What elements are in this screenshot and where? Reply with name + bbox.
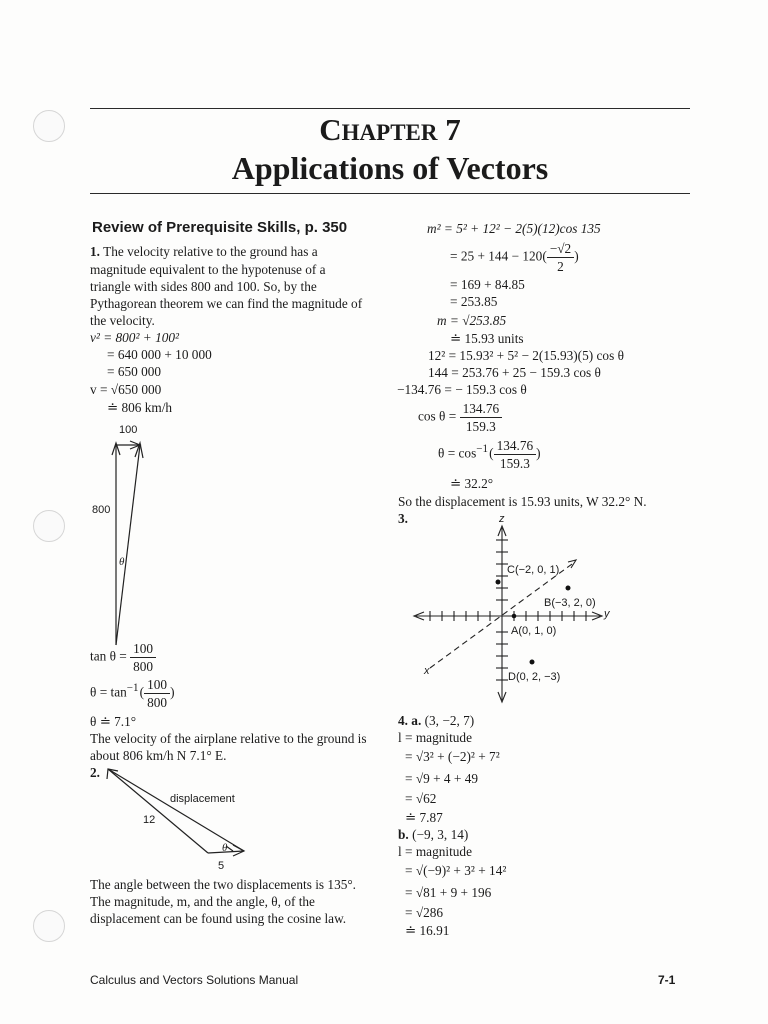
q3-point-D: D(0, 2, −3) (508, 671, 561, 683)
q3-axis-y: y (604, 608, 610, 620)
q2-text-3: displacement can be found using the cosine law. (90, 911, 347, 926)
q1-tan-eq: tan θ = $\frac{100}{800}$ (90, 640, 156, 675)
q4b-line-2: = √(−9)² + 3² + 14² (405, 863, 507, 878)
q2-fig-theta: θ (222, 842, 228, 854)
q3-axis-z: z (499, 513, 505, 525)
q2-fig-displacement: displacement (170, 793, 235, 805)
q1-eq-4: v = √650 000 (90, 382, 162, 397)
q2-m-fraction: $\frac{-√2}{2}$ (547, 240, 574, 275)
q1-fig-label-800: 800 (92, 504, 111, 516)
q2-conclusion: So the displacement is 15.93 units, W 32.2° N. (398, 494, 647, 509)
header-rule-bottom (90, 193, 690, 194)
q4a-header: 4. a. (3, −2, 7) (398, 713, 475, 728)
q4b-line-1: l = magnitude (398, 844, 472, 859)
q1-eq-1: v² = 800² + 100² (90, 330, 179, 345)
q4a-line-3: = √9 + 4 + 49 (405, 771, 479, 786)
binder-hole-top (33, 110, 65, 142)
q2-text-1: The angle between the two displacements is 135°. (90, 877, 357, 892)
q2-cos-fraction: $\frac{134.76}{159.3}$ (460, 400, 503, 435)
q4b-line-4: = √286 (405, 905, 444, 920)
binder-hole-middle (33, 510, 65, 542)
chapter-title: Applications of Vectors (231, 150, 549, 186)
section-heading: Review of Prerequisite Skills, p. 350 (92, 219, 348, 236)
q2-text-2: The magnitude, m, and the angle, θ, of the (90, 894, 315, 909)
q1-line-2: magnitude equivalent to the hypotenuse of a (90, 262, 326, 277)
q2-c-eq-2: 144 = 253.76 + 25 − 159.3 cos θ (428, 365, 601, 380)
q1-tan-fraction: $\frac{100}{800}$ (130, 640, 156, 675)
chapter-heading: CHAPTER 7 (319, 112, 461, 147)
q1-eq-5: ≐ 806 km/h (107, 400, 173, 415)
q1-line-3: triangle with sides 800 and 100. So, by the (90, 279, 317, 294)
q1-result: θ ≐ 7.1° (90, 714, 137, 729)
q2-c-eq-3: −134.76 = − 159.3 cos θ (397, 382, 527, 397)
q3-point-B: B(−3, 2, 0) (544, 597, 596, 609)
q4a-line-2: = √3² + (−2)² + 7² (405, 749, 500, 764)
q4a-line-1: l = magnitude (398, 730, 472, 745)
q2-m-eq-2: = 25 + 144 − 120( $\frac{-√2}{2}$ ) (450, 241, 579, 274)
q2-displacement-triangle (100, 765, 260, 865)
q2-c-eq-4: cos θ = $\frac{134.76}{159.3}$ (418, 400, 502, 435)
q4a-line-4: = √62 (405, 791, 437, 806)
q2-m-eq-5: m = √253.85 (437, 313, 507, 328)
footer-book-title: Calculus and Vectors Solutions Manual (90, 973, 299, 987)
q1-inverse-fraction: $\frac{100}{800}$ (144, 676, 170, 711)
q2-arccos-fraction: $\frac{134.76}{159.3}$ (494, 437, 537, 472)
q1-fig-label-100: 100 (119, 424, 138, 436)
q1-velocity-triangle (100, 435, 160, 655)
q3-point-C: C(−2, 0, 1) (507, 564, 560, 576)
binder-hole-bottom (33, 910, 65, 942)
footer-page-number: 7-1 (658, 973, 676, 987)
q4b-header: b. (−9, 3, 14) (398, 827, 469, 842)
q2-fig-5: 5 (218, 860, 225, 872)
q3-number: 3. (398, 511, 408, 526)
q1-fig-theta: θ (119, 556, 125, 568)
q2-fig-12: 12 (143, 814, 156, 826)
q1-inverse-eq: $\theta = \tan^{-1}$ ( $\frac{100}{800}$ ) (90, 677, 175, 710)
header-rule-top (90, 108, 690, 109)
q1-conclusion-2: about 806 km/h N 7.1° E. (90, 748, 227, 763)
q2-number: 2. (90, 765, 100, 780)
q1-eq-2: = 640 000 + 10 000 (107, 347, 212, 362)
q1-eq-3: = 650 000 (107, 364, 162, 379)
q4b-line-3: = √81 + 9 + 196 (405, 885, 492, 900)
q2-c-eq-6: ≐ 32.2° (450, 476, 494, 491)
q2-m-eq-4: = 253.85 (450, 294, 498, 309)
q2-m-eq-6: ≐ 15.93 units (450, 331, 524, 346)
q3-point-A: A(0, 1, 0) (511, 625, 557, 637)
q2-m-eq-1: m² = 5² + 12² − 2(5)(12)cos 135 (427, 221, 601, 236)
q1-conclusion-1: The velocity of the airplane relative to the ground is (90, 731, 367, 746)
q2-m-eq-3: = 169 + 84.85 (450, 277, 525, 292)
q1-line-4: Pythagorean theorem we can find the magnitude of (90, 296, 363, 311)
q3-axis-x: x (424, 665, 430, 677)
q2-c-eq-5: $\theta = \cos^{-1}$ ( $\frac{134.76}{159.3}$ ) (438, 438, 541, 471)
q1-line-1: 1. The velocity relative to the ground has a (90, 244, 318, 259)
q2-c-eq-1: 12² = 15.93² + 5² − 2(15.93)(5) cos θ (428, 348, 624, 363)
q4a-line-5: ≐ 7.87 (405, 810, 443, 825)
q4b-line-5: ≐ 16.91 (405, 923, 450, 938)
q1-line-5: the velocity. (90, 313, 155, 328)
